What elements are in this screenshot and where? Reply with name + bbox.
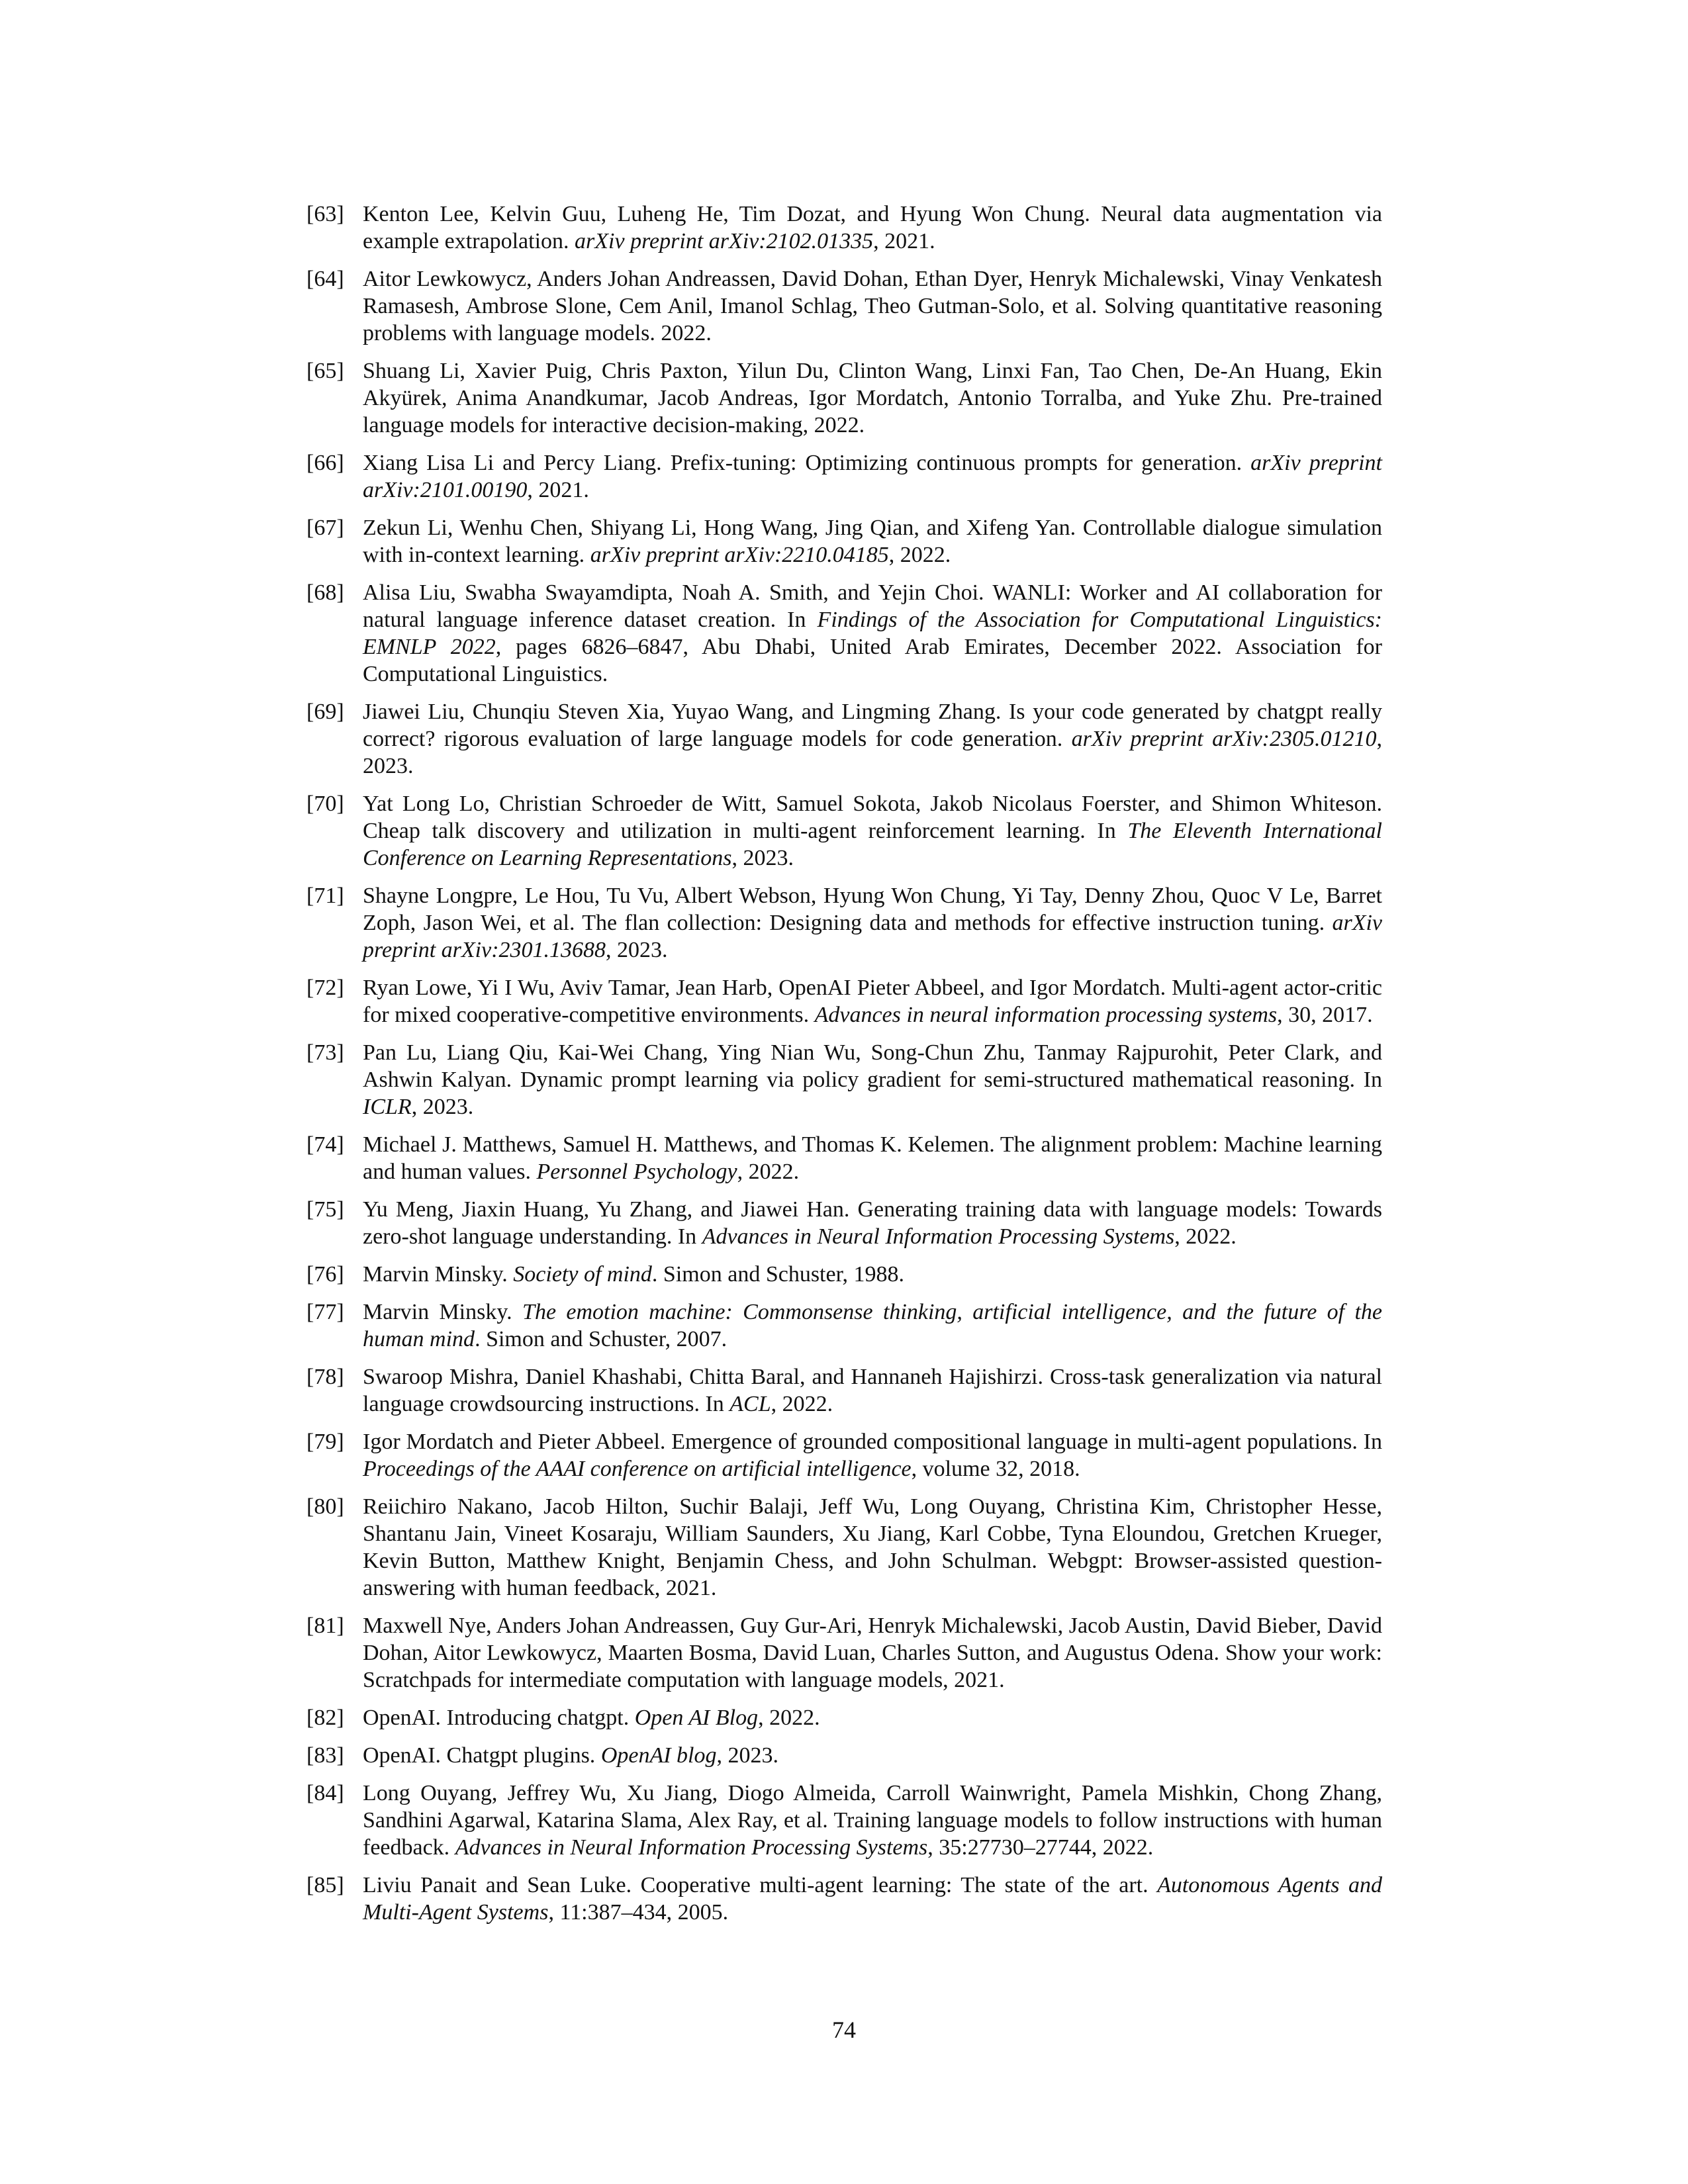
reference-number: [74]	[306, 1132, 344, 1157]
reference-text-segment: Aitor Lewkowycz, Anders Johan Andreassen, David Dohan, Ethan Dyer, Henryk Michalewski, Vinay Venkatesh Ramasesh, Ambrose Slone, Cem Anil, Imanol Schlag, Theo Gutman-Solo, et al. Solving quantitative reasoning problems with language models. 2022.	[363, 267, 1382, 345]
reference-venue: arXiv preprint arXiv:2210.04185	[590, 543, 889, 567]
reference-text	[363, 1430, 1382, 1481]
reference-venue: Open AI Blog	[634, 1706, 759, 1730]
reference-venue: arXiv preprint arXiv:2305.01210	[1071, 727, 1377, 751]
reference-text	[363, 1365, 1382, 1416]
reference-venue: arXiv preprint arXiv:2301.13688	[363, 911, 1382, 962]
reference-text-segment: , 2023.	[606, 938, 668, 962]
reference-text-segment: , 2021.	[527, 478, 589, 502]
reference-text-segment: , 2023.	[411, 1095, 474, 1119]
reference-text	[363, 884, 1382, 962]
reference-text-segment: , 35:27730–27744, 2022.	[927, 1835, 1154, 1860]
reference-text-segment: , 2022.	[758, 1706, 820, 1730]
reference-venue: arXiv preprint arXiv:2101.00190	[363, 451, 1382, 502]
reference-venue: arXiv preprint arXiv:2102.01335	[575, 229, 874, 253]
reference-text-segment: , 30, 2017.	[1277, 1003, 1373, 1027]
reference-entry	[306, 1428, 1382, 1482]
reference-venue: Advances in Neural Information Processing Systems	[455, 1835, 928, 1860]
reference-text	[363, 1494, 1382, 1600]
reference-text-segment: , 2022.	[737, 1160, 800, 1184]
reference-text	[363, 267, 1382, 345]
reference-text-segment: , pages 6826–6847, Abu Dhabi, United Arab Emirates, December 2022. Association for Computational Linguistics.	[363, 635, 1382, 686]
reference-text	[363, 202, 1382, 253]
reference-venue: OpenAI blog	[600, 1743, 717, 1768]
reference-text-segment: , 11:387–434, 2005.	[548, 1900, 729, 1925]
reference-entry	[306, 1742, 1382, 1769]
reference-text	[363, 451, 1382, 502]
reference-text-segment: . Simon and Schuster, 2007.	[475, 1327, 727, 1351]
reference-number: [63]	[306, 202, 344, 226]
reference-text-segment: , 2022.	[771, 1392, 833, 1416]
reference-text	[363, 359, 1382, 437]
reference-number: [65]	[306, 359, 344, 383]
reference-text-segment: Zekun Li, Wenhu Chen, Shiyang Li, Hong Wang, Jing Qian, and Xifeng Yan. Controllable dialogue simulation with in-context learning.	[363, 516, 1382, 567]
reference-number: [83]	[306, 1743, 344, 1768]
reference-venue: The Eleventh International Conference on Learning Representations	[363, 819, 1382, 870]
reference-text	[363, 1781, 1382, 1860]
reference-text-segment: , 2022.	[1174, 1224, 1237, 1249]
reference-entry	[306, 882, 1382, 964]
reference-text-segment: OpenAI. Chatgpt plugins.	[363, 1743, 601, 1768]
reference-text	[363, 580, 1382, 686]
reference-number: [84]	[306, 1781, 344, 1805]
reference-text	[363, 1262, 904, 1287]
reference-text	[363, 1614, 1382, 1692]
reference-number: [81]	[306, 1614, 344, 1638]
reference-text	[363, 1300, 1382, 1351]
reference-text-segment: Michael J. Matthews, Samuel H. Matthews, and Thomas K. Kelemen. The alignment problem: Machine learning and human values.	[363, 1132, 1382, 1184]
reference-text-segment: , 2021.	[873, 229, 935, 253]
reference-number: [77]	[306, 1300, 344, 1324]
reference-text	[363, 1706, 820, 1730]
reference-number: [64]	[306, 267, 344, 291]
reference-number: [70]	[306, 792, 344, 816]
reference-text-segment: Jiawei Liu, Chunqiu Steven Xia, Yuyao Wang, and Lingming Zhang. Is your code generated by chatgpt really correct? rigorous evaluation of large language models for code generation.	[363, 700, 1382, 751]
reference-text-segment: Swaroop Mishra, Daniel Khashabi, Chitta Baral, and Hannaneh Hajishirzi. Cross-task generalization via natural language crowdsourcing instructions. In	[363, 1365, 1382, 1416]
reference-entry	[306, 579, 1382, 688]
reference-text-segment: Reiichiro Nakano, Jacob Hilton, Suchir Balaji, Jeff Wu, Long Ouyang, Christina Kim, Christopher Hesse, Shantanu Jain, Vineet Kosaraju, William Saunders, Xu Jiang, Karl Cobbe, Tyna Eloundou, Gretchen Krueger, Kevin Button, Matthew Knight, Benjamin Chess, and John Schulman. Webgpt: Browser-assisted question-answering with human feedback, 2021.	[363, 1494, 1382, 1600]
reference-entry	[306, 1612, 1382, 1694]
reference-entry	[306, 449, 1382, 504]
reference-number: [82]	[306, 1706, 344, 1730]
reference-number: [79]	[306, 1430, 344, 1454]
reference-entry	[306, 1493, 1382, 1602]
reference-text	[363, 976, 1382, 1027]
reference-text-segment: Marvin Minsky.	[363, 1262, 514, 1287]
reference-text-segment: Alisa Liu, Swabha Swayamdipta, Noah A. Smith, and Yejin Choi. WANLI: Worker and AI collaboration for natural language inference dataset creation. In	[363, 580, 1382, 632]
reference-entry	[306, 514, 1382, 569]
reference-number: [85]	[306, 1873, 344, 1897]
reference-entry	[306, 201, 1382, 255]
reference-number: [71]	[306, 884, 344, 908]
reference-number: [80]	[306, 1494, 344, 1519]
reference-entry	[306, 698, 1382, 780]
reference-text-segment: Yat Long Lo, Christian Schroeder de Witt, Samuel Sokota, Jakob Nicolaus Foerster, and Shimon Whiteson. Cheap talk discovery and utilization in multi-agent reinforcement learning. In	[363, 792, 1382, 843]
reference-text-segment: Long Ouyang, Jeffrey Wu, Xu Jiang, Diogo Almeida, Carroll Wainwright, Pamela Mishkin, Chong Zhang, Sandhini Agarwal, Katarina Slama, Alex Ray, et al. Training language models to follow instructions with human feedback.	[363, 1781, 1382, 1860]
reference-text-segment: Yu Meng, Jiaxin Huang, Yu Zhang, and Jiawei Han. Generating training data with language models: Towards zero-shot language understanding. In	[363, 1197, 1382, 1249]
reference-text	[363, 792, 1382, 870]
reference-venue: Advances in Neural Information Processing Systems	[702, 1224, 1175, 1249]
page-number: 74	[832, 2017, 856, 2043]
reference-text	[363, 1873, 1382, 1925]
reference-text	[363, 1743, 778, 1768]
reference-text-segment: , 2023.	[716, 1743, 778, 1768]
reference-number: [76]	[306, 1262, 344, 1287]
reference-entry	[306, 1196, 1382, 1250]
reference-text	[363, 516, 1382, 567]
reference-text-segment: Shayne Longpre, Le Hou, Tu Vu, Albert Webson, Hyung Won Chung, Yi Tay, Denny Zhou, Quoc V Le, Barret Zoph, Jason Wei, et al. The flan collection: Designing data and methods for effective instruction tuning.	[363, 884, 1382, 935]
reference-text-segment: Ryan Lowe, Yi I Wu, Aviv Tamar, Jean Harb, OpenAI Pieter Abbeel, and Igor Mordatch. Multi-agent actor-critic for mixed cooperative-competitive environments.	[363, 976, 1382, 1027]
reference-list	[306, 201, 1382, 1936]
reference-text-segment: Marvin Minsky.	[363, 1300, 523, 1324]
reference-text-segment: Pan Lu, Liang Qiu, Kai-Wei Chang, Ying Nian Wu, Song-Chun Zhu, Tanmay Rajpurohit, Peter Clark, and Ashwin Kalyan. Dynamic prompt learning via policy gradient for semi-structured mathematical reasoning. In	[363, 1040, 1382, 1092]
reference-entry	[306, 1131, 1382, 1185]
reference-number: [75]	[306, 1197, 344, 1222]
reference-venue: Findings of the Association for Computational Linguistics: EMNLP 2022	[363, 608, 1382, 659]
reference-number: [72]	[306, 976, 344, 1000]
reference-text-segment: Shuang Li, Xavier Puig, Chris Paxton, Yilun Du, Clinton Wang, Linxi Fan, Tao Chen, De-An Huang, Ekin Akyürek, Anima Anandkumar, Jacob Andreas, Igor Mordatch, Antonio Torralba, and Yuke Zhu. Pre-trained language models for interactive decision-making, 2022.	[363, 359, 1382, 437]
reference-number: [69]	[306, 700, 344, 724]
reference-number: [73]	[306, 1040, 344, 1065]
reference-entry	[306, 974, 1382, 1028]
reference-text-segment: Igor Mordatch and Pieter Abbeel. Emergence of grounded compositional language in multi-agent populations. In	[363, 1430, 1382, 1454]
reference-entry	[306, 1298, 1382, 1353]
reference-text	[363, 700, 1382, 778]
reference-venue: Advances in neural information processing systems	[814, 1003, 1278, 1027]
reference-entry	[306, 1872, 1382, 1926]
reference-number: [66]	[306, 451, 344, 475]
reference-venue: Autonomous Agents and Multi-Agent Systems	[363, 1873, 1382, 1925]
reference-text	[363, 1040, 1382, 1119]
reference-number: [68]	[306, 580, 344, 605]
reference-text-segment: , volume 32, 2018.	[911, 1457, 1080, 1481]
reference-number: [67]	[306, 516, 344, 540]
reference-entry	[306, 1261, 1382, 1288]
reference-venue: Proceedings of the AAAI conference on artificial intelligence	[363, 1457, 912, 1481]
reference-venue: ACL	[729, 1392, 771, 1416]
reference-text-segment: OpenAI. Introducing chatgpt.	[363, 1706, 635, 1730]
reference-text-segment: . Simon and Schuster, 1988.	[651, 1262, 905, 1287]
reference-venue: Society of mind	[513, 1262, 652, 1287]
reference-text	[363, 1197, 1382, 1249]
reference-venue: The emotion machine: Commonsense thinking, artificial intelligence, and the future of the human mind	[363, 1300, 1383, 1351]
reference-entry	[306, 357, 1382, 439]
reference-text-segment: , 2023.	[731, 846, 794, 870]
reference-text-segment: , 2022.	[888, 543, 951, 567]
reference-entry	[306, 1039, 1382, 1120]
reference-entry	[306, 1363, 1382, 1418]
reference-number: [78]	[306, 1365, 344, 1389]
reference-text	[363, 1132, 1382, 1184]
reference-entry	[306, 265, 1382, 347]
reference-text-segment: Maxwell Nye, Anders Johan Andreassen, Guy Gur-Ari, Henryk Michalewski, Jacob Austin, David Bieber, David Dohan, Aitor Lewkowycz, Maarten Bosma, David Luan, Charles Sutton, and Augustus Odena. Show your work: Scratchpads for intermediate computation with language models, 2021.	[363, 1614, 1382, 1692]
reference-text-segment: Xiang Lisa Li and Percy Liang. Prefix-tuning: Optimizing continuous prompts for generation.	[363, 451, 1251, 475]
reference-entry	[306, 1780, 1382, 1861]
reference-text-segment: , 2023.	[363, 727, 1382, 778]
reference-text-segment: Kenton Lee, Kelvin Guu, Luheng He, Tim Dozat, and Hyung Won Chung. Neural data augmentation via example extrapolation.	[363, 202, 1382, 253]
reference-entry	[306, 1704, 1382, 1731]
reference-text-segment: Liviu Panait and Sean Luke. Cooperative multi-agent learning: The state of the art.	[363, 1873, 1158, 1897]
reference-venue: Personnel Psychology	[536, 1160, 737, 1184]
reference-venue: ICLR	[363, 1095, 412, 1119]
reference-entry	[306, 790, 1382, 872]
